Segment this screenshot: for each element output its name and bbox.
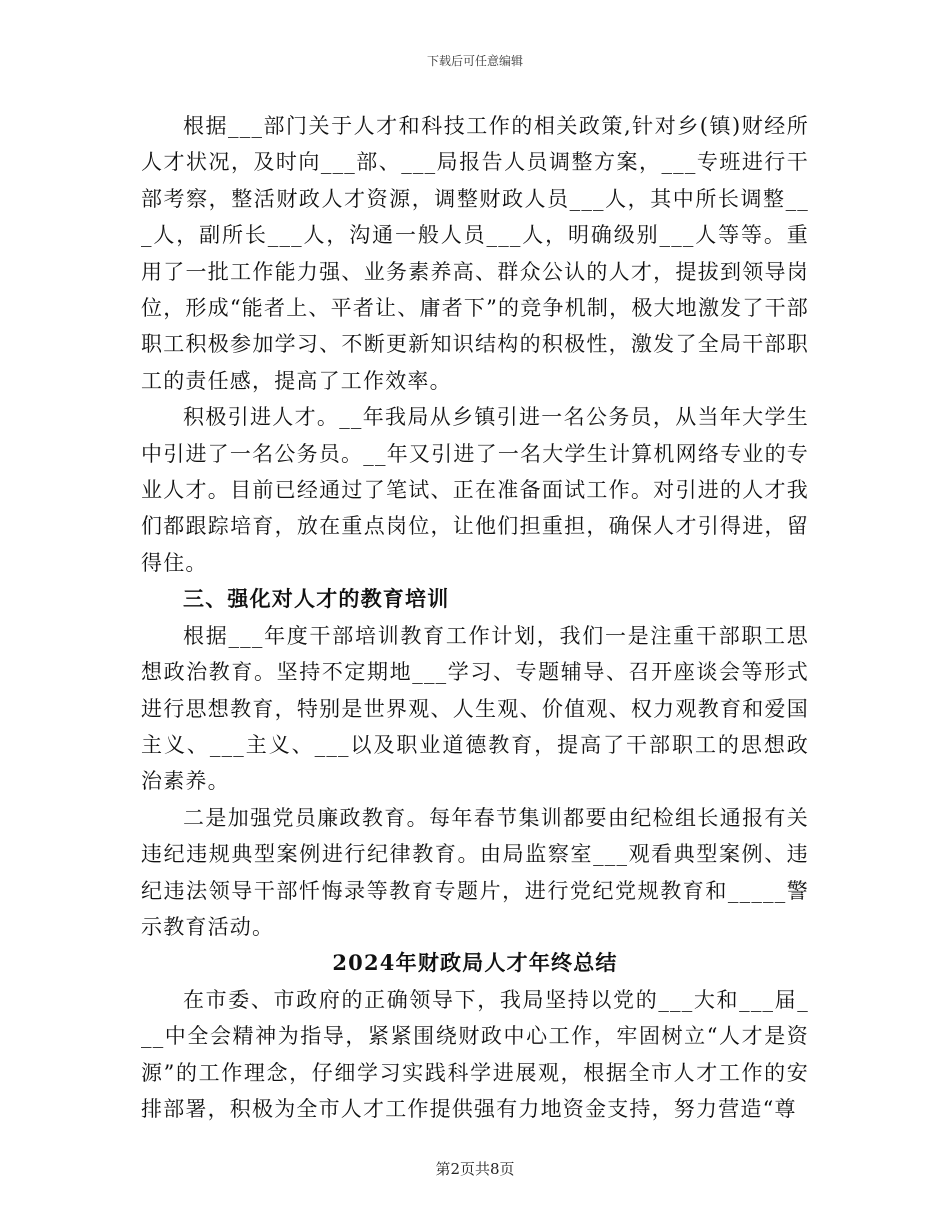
paragraph-talent-adjustment: 根据___部门关于人才和科技工作的相关政策,针对乡(镇)财经所人才状况，及时向___部、___局报告人员调整方案，___专班进行干部考察，整活财政人才资源，调整财政人员___人，其中所长调整___人，副所长___人，沟通一般人员___人，明确级别___人等等。重用了一批工作能力强、业务素养高、群众公认的人才，提拔到领导岗位，形成“能者上、平者让、庸者下”的竞争机制，极大地激发了干部职工积极参加学习、不断更新知识结构的积极性，激发了全局干部职工的责任感，提高了工作效率。 xyxy=(141,114,809,393)
download-note: 下载后可任意编辑 xyxy=(426,54,523,68)
paragraph-integrity-education: 二是加强党员廉政教育。每年春节集训都要由纪检组长通报有关违纪违规典型案例进行纪律教育。由局监察室___观看典型案例、违纪违法领导干部忏悔录等教育专题片，进行党纪党规教育和_____警示教育活动。 xyxy=(141,805,809,939)
paragraph-political-education: 根据___年度干部培训教育工作计划，我们一是注重干部职工思想政治教育。坚持不定期地___学习、专题辅导、召开座谈会等形式进行思想教育，特别是世界观、人生观、价值观、权力观教育和爱国主义、___主义、___以及职业道德教育，提高了干部职工的思想政治素养。 xyxy=(141,623,809,794)
section-heading-training: 三、强化对人才的教育培训 xyxy=(183,586,450,612)
document-body xyxy=(141,108,809,1127)
document-title-2024: 2024年财政局人才年终总结 xyxy=(332,950,618,976)
page-number: 第2页共8页 xyxy=(435,1160,515,1178)
paragraph-summary-intro: 在市委、市政府的正确领导下，我局坚持以党的___大和___届___中全会精神为指导，紧紧围绕财政中心工作，牢固树立“人才是资源”的工作理念，仔细学习实践科学进展观，根据全市人才工作的安排部署，积极为全市人才工作提供强有力地资金支持，努力营造“尊 xyxy=(141,987,809,1121)
paragraph-talent-recruitment: 积极引进人才。__年我局从乡镇引进一名公务员，从当年大学生中引进了一名公务员。__年又引进了一名大学生计算机网络专业的专业人才。目前已经通过了笔试、正在准备面试工作。对引进的人才我们都跟踪培育，放在重点岗位，让他们担重担，确保人才引得进，留得住。 xyxy=(141,405,809,575)
